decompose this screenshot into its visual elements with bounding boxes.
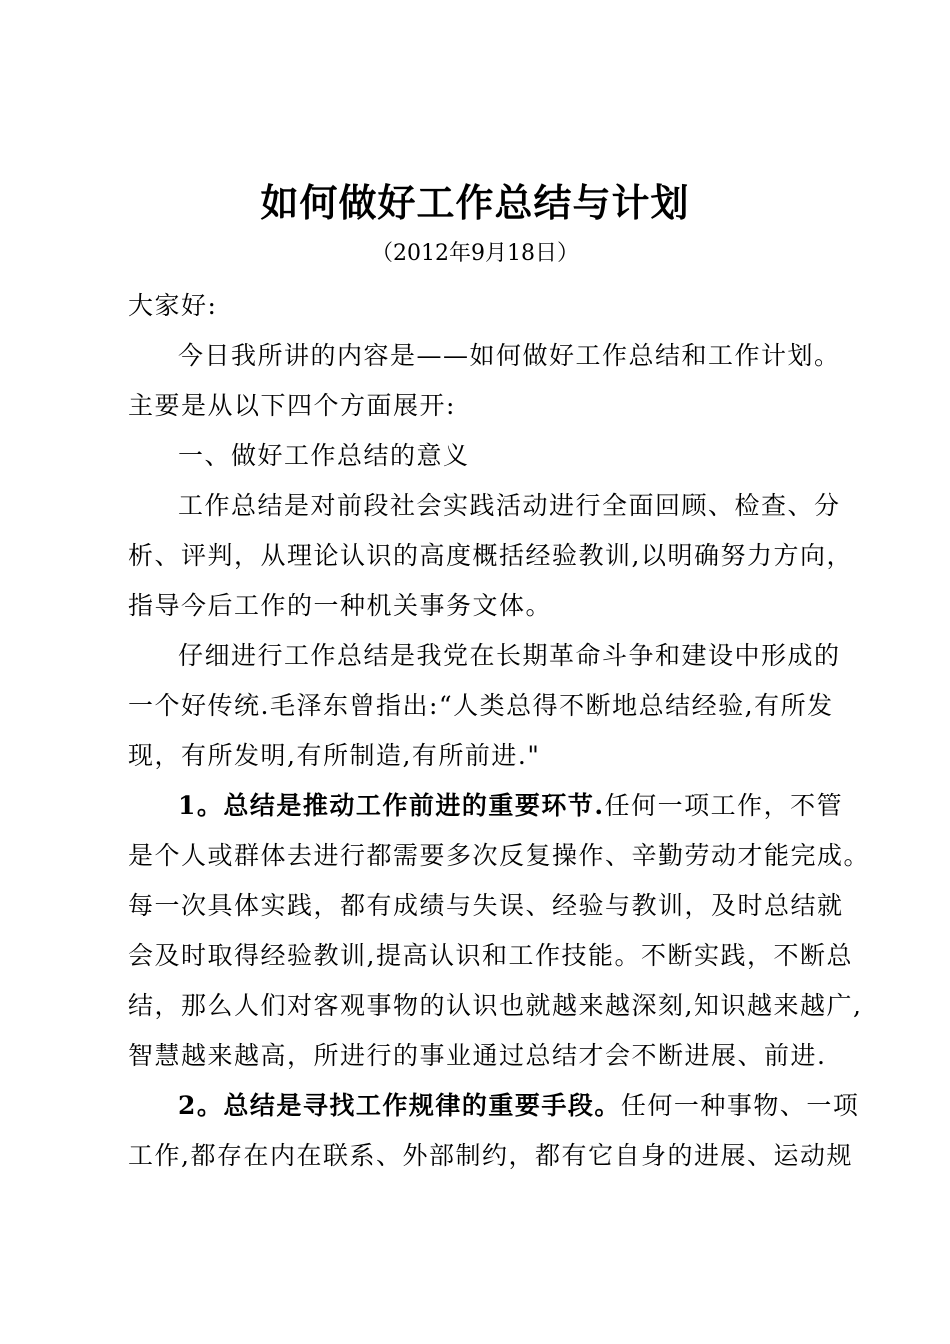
point-2-text: 任何一种事物、一项 (620, 1091, 860, 1120)
document-date: （2012年9月18日） (371, 241, 579, 266)
body-line: 现，有所发明,有所制造,有所前进." (128, 741, 541, 770)
body-line: 智慧越来越高，所进行的事业通过总结才会不断进展、前进. (128, 1041, 827, 1070)
body-line: 主要是从以下四个方面展开: (128, 391, 456, 420)
document-title: 如何做好工作总结与计划 (260, 180, 690, 225)
body-line: 工作,都存在内在联系、外部制约，都有它自身的进展、运动规 (128, 1141, 853, 1170)
body-line: 结，那么人们对客观事物的认识也就越来越深刻,知识越来越广, (128, 991, 863, 1020)
greeting-line: 大家好: (128, 291, 218, 320)
point-1-line (178, 786, 843, 826)
body-line: 会及时取得经验教训,提高认识和工作技能。不断实践，不断总 (128, 941, 853, 970)
point-1-text: 任何一项工作，不管 (604, 791, 844, 820)
point-2-line (178, 1086, 859, 1126)
body-line: 是个人或群体去进行都需要多次反复操作、辛勤劳动才能完成。 (128, 841, 871, 870)
body-line: 仔细进行工作总结是我党在长期革命斗争和建设中形成的 (178, 641, 841, 670)
body-line: 今日我所讲的内容是——如何做好工作总结和工作计划。 (178, 341, 841, 370)
section-heading: 一、做好工作总结的意义 (178, 441, 470, 470)
point-1-heading: 1。总结是推动工作前进的重要环节. (178, 791, 605, 820)
body-line: 每一次具体实践，都有成绩与失误、经验与教训，及时总结就 (128, 891, 844, 920)
body-line: 工作总结是对前段社会实践活动进行全面回顾、检查、分 (178, 491, 841, 520)
body-line: 指导今后工作的一种机关事务文体。 (128, 591, 553, 620)
body-line: 一个好传统.毛泽东曾指出:“人类总得不断地总结经验,有所发 (128, 691, 834, 720)
point-2-heading: 2。总结是寻找工作规律的重要手段。 (178, 1091, 621, 1120)
body-line: 析、评判，从理论认识的高度概括经验教训,以明确努力方向， (128, 541, 853, 570)
